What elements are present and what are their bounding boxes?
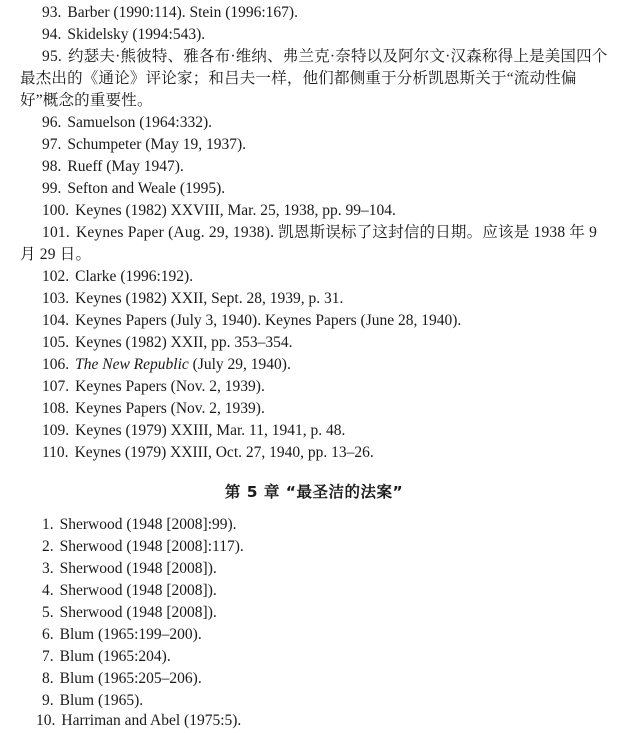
chapter-heading: 第 5 章 “最圣洁的法案” bbox=[224, 483, 404, 501]
note-number: 101. bbox=[42, 224, 70, 241]
note-text: Harriman and Abel (1975:5). bbox=[61, 712, 242, 729]
note-text: Sherwood (1948 [2008]). bbox=[59, 604, 217, 621]
note-text: Blum (1965:204). bbox=[59, 648, 171, 665]
note-text: Keynes Papers (July 3, 1940). Keynes Papers (June 28, 1940). bbox=[75, 312, 462, 329]
note-107 bbox=[42, 376, 604, 398]
note-103 bbox=[42, 288, 604, 310]
note-text: Rueff (May 1947). bbox=[67, 158, 184, 175]
note-text: Keynes Papers (Nov. 2, 1939). bbox=[75, 400, 265, 417]
note-number: 93. bbox=[42, 4, 62, 21]
note-italic-title: The New Republic bbox=[75, 356, 189, 373]
note-number: 9. bbox=[42, 692, 54, 709]
note-text: Keynes (1982) XXVIII, Mar. 25, 1938, pp. 99–104. bbox=[75, 202, 396, 219]
note-number: 108. bbox=[42, 400, 70, 417]
note-text: Keynes (1982) XXII, pp. 353–354. bbox=[75, 334, 293, 351]
note-number: 6. bbox=[42, 626, 54, 643]
note-96 bbox=[42, 112, 604, 134]
note-number: 110. bbox=[42, 444, 69, 461]
note-ch5-2 bbox=[42, 536, 604, 558]
note-108 bbox=[42, 398, 604, 420]
note-number: 94. bbox=[42, 26, 62, 43]
note-110 bbox=[42, 442, 604, 464]
note-93 bbox=[42, 2, 604, 24]
note-text: Blum (1965). bbox=[59, 692, 144, 709]
note-text: Skidelsky (1994:543). bbox=[67, 26, 206, 43]
note-ch5-8 bbox=[42, 668, 604, 690]
note-number: 106. bbox=[42, 356, 70, 373]
note-number: 7. bbox=[42, 648, 54, 665]
note-number: 5. bbox=[42, 604, 54, 621]
note-text: Keynes Papers (Nov. 2, 1939). bbox=[75, 378, 265, 395]
note-101 bbox=[20, 222, 608, 266]
note-text: (July 29, 1940). bbox=[188, 356, 291, 373]
note-number: 3. bbox=[42, 560, 54, 577]
note-number: 4. bbox=[42, 582, 54, 599]
note-95 bbox=[20, 46, 608, 112]
note-ch5-1 bbox=[42, 514, 604, 536]
note-100 bbox=[42, 200, 604, 222]
note-number: 104. bbox=[42, 312, 70, 329]
note-number: 10. bbox=[36, 712, 56, 729]
note-102 bbox=[42, 266, 604, 288]
note-text: Keynes (1982) XXII, Sept. 28, 1939, p. 31. bbox=[75, 290, 344, 307]
note-ch5-5 bbox=[42, 602, 604, 624]
note-number: 1. bbox=[42, 516, 54, 533]
note-text: Sherwood (1948 [2008]:117). bbox=[59, 538, 244, 555]
note-number: 99. bbox=[42, 180, 62, 197]
note-text: 约瑟夫·熊彼特、雅各布·维纳、弗兰克·奈特以及阿尔文·汉森称得上是美国四个最杰出的《通论》评论家；和吕夫一样，他们都侧重于分析凯恩斯关于“流动性偏好”概念的重要性。 bbox=[20, 48, 608, 109]
note-text: Sherwood (1948 [2008]:99). bbox=[59, 516, 237, 533]
note-97 bbox=[42, 134, 604, 156]
note-text: Sherwood (1948 [2008]). bbox=[59, 560, 217, 577]
note-text: Blum (1965:205–206). bbox=[59, 670, 202, 687]
note-105 bbox=[42, 332, 604, 354]
note-number: 2. bbox=[42, 538, 54, 555]
note-text: Blum (1965:199–200). bbox=[59, 626, 202, 643]
note-109 bbox=[42, 420, 604, 442]
note-text: Clarke (1996:192). bbox=[75, 268, 194, 285]
note-94 bbox=[42, 24, 604, 46]
note-104 bbox=[42, 310, 604, 332]
note-text: Barber (1990:114). Stein (1996:167). bbox=[67, 4, 298, 21]
note-98 bbox=[42, 156, 604, 178]
note-ch5-10 bbox=[36, 710, 598, 732]
note-number: 97. bbox=[42, 136, 62, 153]
note-text: Keynes (1979) XXIII, Oct. 27, 1940, pp. 13–26. bbox=[74, 444, 374, 461]
note-ch5-7 bbox=[42, 646, 604, 668]
note-ch5-4 bbox=[42, 580, 604, 602]
note-number: 98. bbox=[42, 158, 62, 175]
note-number: 105. bbox=[42, 334, 70, 351]
note-text: Sherwood (1948 [2008]). bbox=[59, 582, 217, 599]
note-106 bbox=[42, 354, 604, 376]
note-text: Schumpeter (May 19, 1937). bbox=[67, 136, 247, 153]
note-number: 8. bbox=[42, 670, 54, 687]
note-99 bbox=[42, 178, 604, 200]
note-ch5-9 bbox=[42, 690, 604, 712]
note-number: 109. bbox=[42, 422, 70, 439]
note-text: Samuelson (1964:332). bbox=[67, 114, 213, 131]
note-ch5-3 bbox=[42, 558, 604, 580]
note-number: 95. bbox=[42, 48, 62, 65]
note-text: Sefton and Weale (1995). bbox=[67, 180, 226, 197]
note-text: Keynes (1979) XXIII, Mar. 11, 1941, p. 48. bbox=[75, 422, 346, 439]
note-number: 100. bbox=[42, 202, 70, 219]
note-number: 107. bbox=[42, 378, 70, 395]
note-number: 103. bbox=[42, 290, 70, 307]
note-ch5-6 bbox=[42, 624, 604, 646]
note-number: 96. bbox=[42, 114, 62, 131]
note-number: 102. bbox=[42, 268, 70, 285]
note-text: Keynes Paper (Aug. 29, 1938). 凯恩斯误标了这封信的日期。应该是 1938 年 9 月 29 日。 bbox=[20, 224, 598, 263]
